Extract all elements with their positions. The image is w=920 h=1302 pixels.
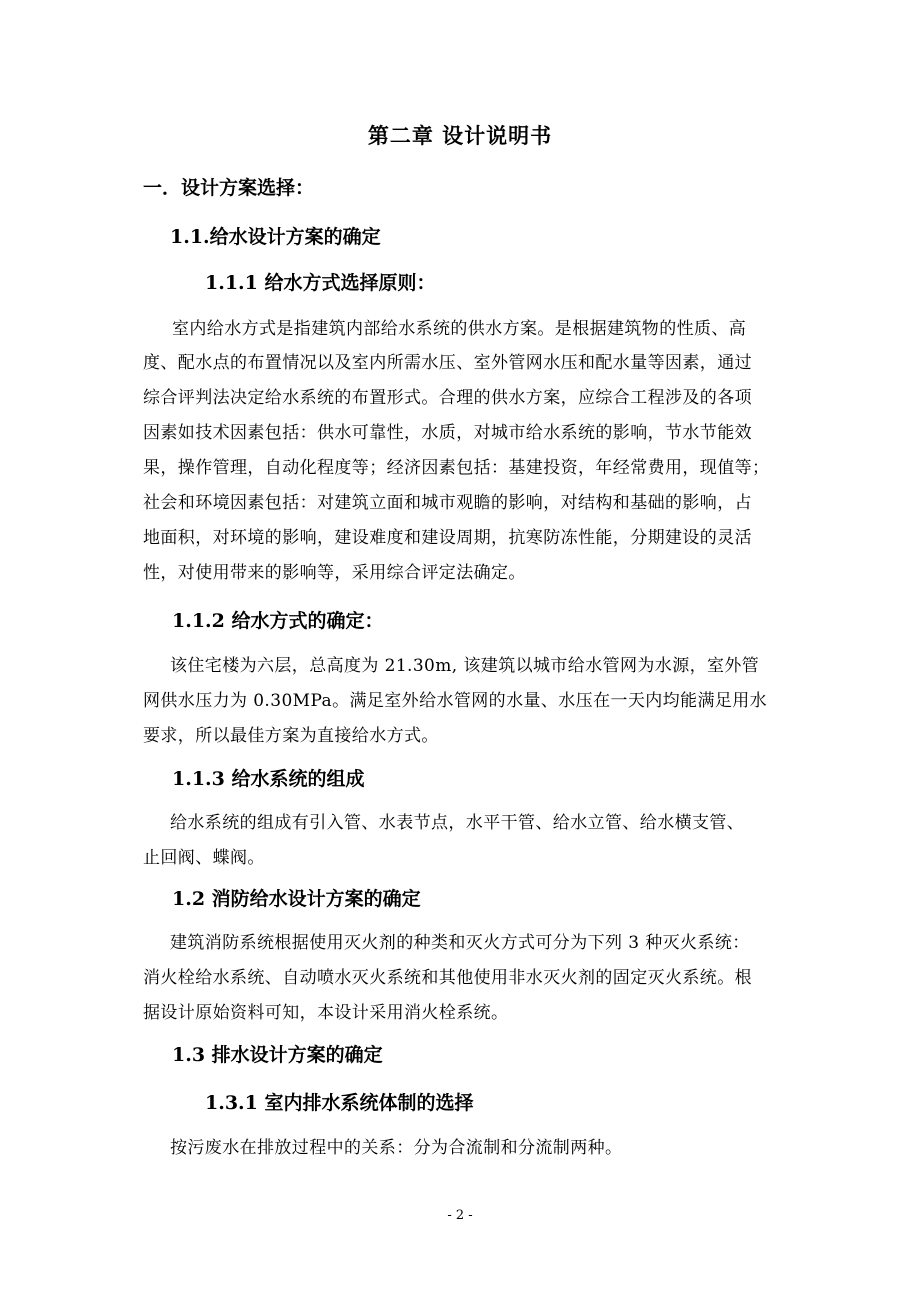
section-heading-1-1: 1.1.给水设计方案的确定 — [170, 226, 381, 248]
paragraph-line: 果，操作管理，自动化程度等；经济因素包括：基建投资，年经常费用，现值等； — [143, 458, 770, 478]
section-heading-1-3-1: 1.3.1 室内排水系统体制的选择 — [205, 1092, 474, 1114]
paragraph-line: 室内给水方式是指建筑内部给水系统的供水方案。是根据建筑物的性质、高 — [172, 319, 747, 339]
paragraph-line: 据设计原始资料可知，本设计采用消火栓系统。 — [143, 1003, 509, 1023]
paragraph-line: 消火栓给水系统、自动喷水灭火系统和其他使用非水灭火剂的固定灭火系统。根 — [143, 968, 752, 988]
page-number: - 2 - — [447, 1208, 473, 1223]
paragraph-line: 建筑消防系统根据使用灭火剂的种类和灭火方式可分为下列 3 种灭火系统： — [170, 933, 750, 953]
section-heading-1-1-3: 1.1.3 给水系统的组成 — [172, 768, 365, 790]
paragraph-line: 社会和环境因素包括：对建筑立面和城市观瞻的影响，对结构和基础的影响，占 — [143, 493, 752, 513]
chapter-title: 第二章 设计说明书 — [367, 123, 553, 148]
paragraph-line: 止回阀、蝶阀。 — [143, 848, 265, 868]
section-heading-1-1-1: 1.1.1 给水方式选择原则： — [205, 272, 436, 294]
paragraph-line: 度、配水点的布置情况以及室内所需水压、室外管网水压和配水量等因素，通过 — [143, 353, 752, 373]
section-heading-1-2: 1.2 消防给水设计方案的确定 — [172, 888, 421, 910]
paragraph-line: 网供水压力为 0.30MPa。满足室外给水管网的水量、水压在一天内均能满足用水 — [143, 691, 768, 711]
paragraph-line: 要求，所以最佳方案为直接给水方式。 — [143, 726, 439, 746]
paragraph-line: 性，对使用带来的影响等，采用综合评定法确定。 — [143, 563, 526, 583]
paragraph-line: 按污废水在排放过程中的关系：分为合流制和分流制两种。 — [170, 1138, 623, 1158]
section-heading-1-1-2: 1.1.2 给水方式的确定： — [172, 610, 384, 632]
paragraph-line: 地面积，对环境的影响，建设难度和建设周期，抗寒防冻性能，分期建设的灵活 — [143, 528, 752, 548]
paragraph-line: 综合评判法决定给水系统的布置形式。合理的供水方案，应综合工程涉及的各项 — [143, 388, 752, 408]
section-heading-1: 一．设计方案选择： — [143, 177, 315, 199]
paragraph-line: 因素如技术因素包括：供水可靠性，水质，对城市给水系统的影响，节水节能效 — [143, 423, 752, 443]
paragraph-line: 给水系统的组成有引入管、水表节点，水平干管、给水立管、给水横支管、 — [170, 813, 745, 833]
section-heading-1-3: 1.3 排水设计方案的确定 — [172, 1044, 383, 1066]
paragraph-line: 该住宅楼为六层，总高度为 21.30m, 该建筑以城市给水管网为水源，室外管 — [170, 656, 760, 676]
